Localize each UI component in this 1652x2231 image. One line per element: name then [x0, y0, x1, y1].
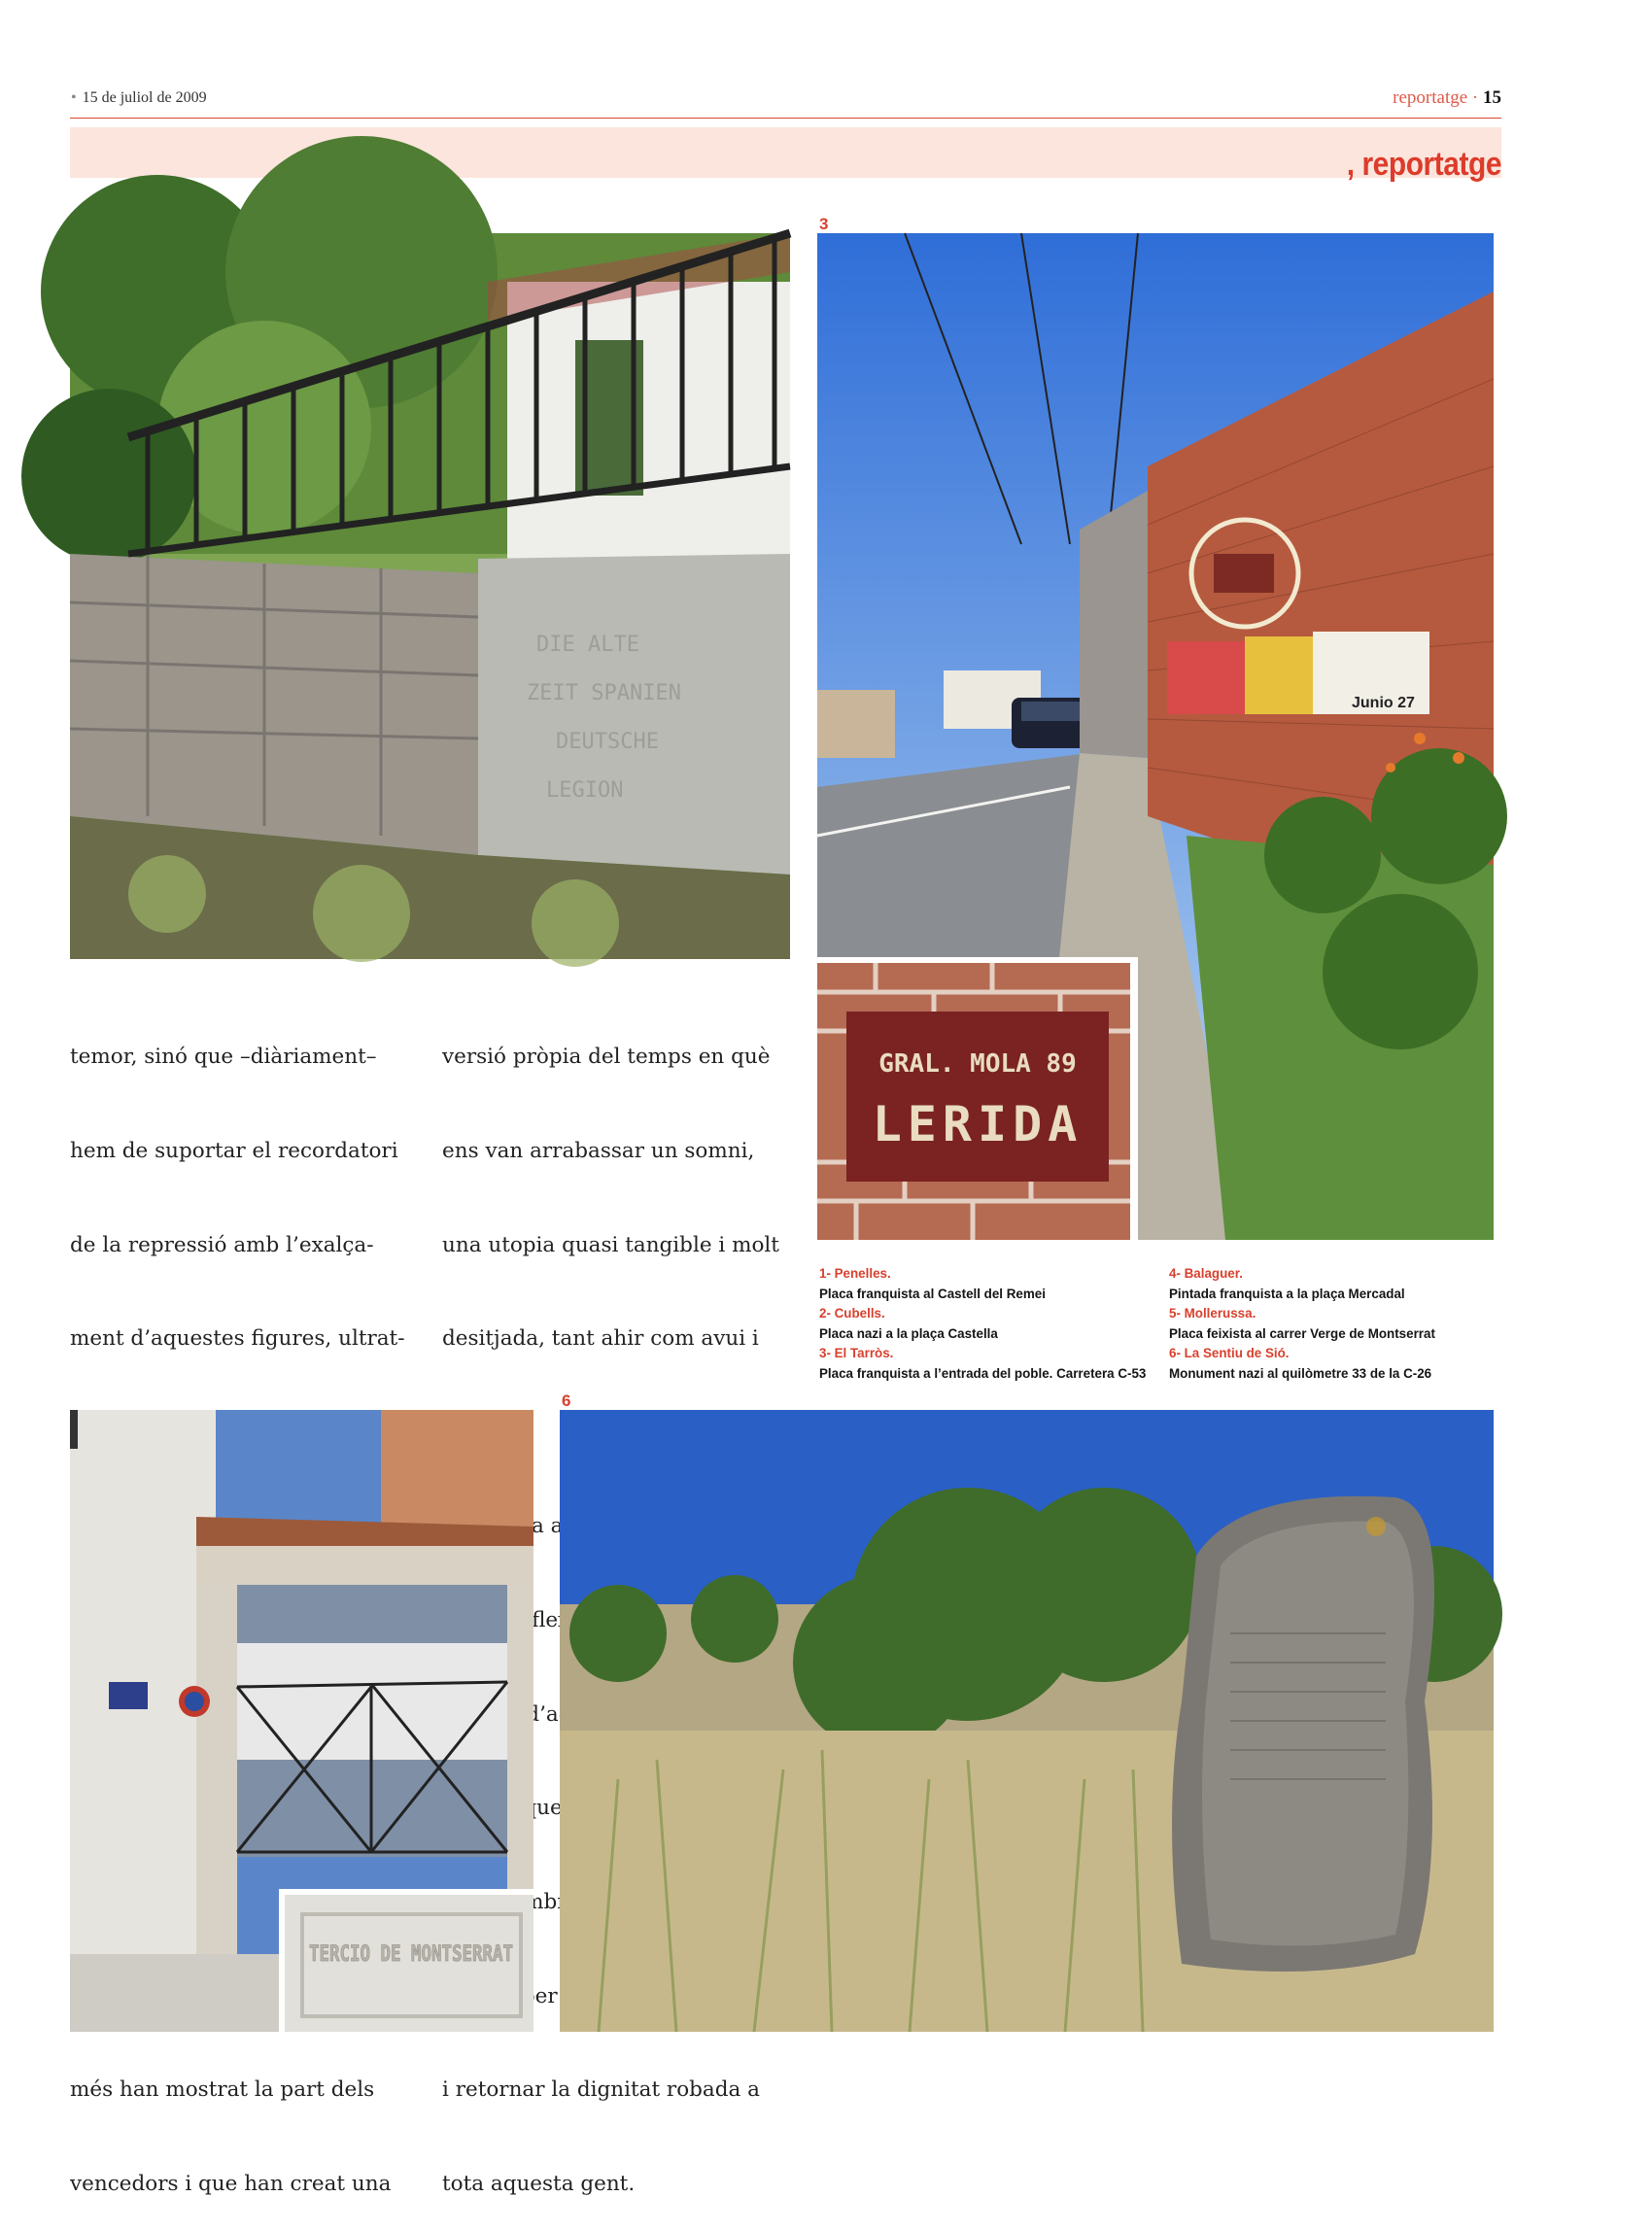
page-number: 15 [1483, 87, 1501, 108]
sign-line2: LERIDA [872, 1096, 1084, 1152]
caption-title: 1- Penelles. [819, 1266, 891, 1281]
band-title: , reportatge [1346, 146, 1501, 183]
caption-title: 6- La Sentiu de Sió. [1169, 1346, 1290, 1360]
text-line: de la repressió amb l’exalça- [70, 1232, 374, 1257]
caption-list-left [819, 1264, 1150, 1384]
text-line: temor, sinó que –diàriament– [70, 1045, 377, 1070]
text-line: tota aquesta gent. [442, 2171, 636, 2196]
figure-number-6: 6 [562, 1391, 571, 1410]
svg-text:DIE ALTE: DIE ALTE [536, 633, 639, 657]
text-line: hem de suportar el recordatori [70, 1139, 398, 1164]
inset-sign-closeup [817, 957, 1138, 1240]
caption-title: 3- El Tarròs. [819, 1346, 894, 1360]
caption-desc: Placa nazi a la plaça Castella [819, 1325, 998, 1341]
photo-monument [560, 1410, 1494, 2032]
text-line: l’ombra [498, 1889, 580, 1914]
svg-text:LEGION: LEGION [546, 778, 624, 803]
text-line: ens van arrabassar un somni, [442, 1139, 755, 1164]
caption-title: 4- Balaguer. [1169, 1266, 1243, 1281]
inset-plaque [279, 1889, 533, 2032]
sign-line1: GRAL. MOLA 89 [878, 1049, 1077, 1079]
plaque-text: TERCIO DE MONTSERRAT [309, 1942, 513, 1967]
text-line: desitjada, tant ahir com avui i [442, 1326, 759, 1352]
text-line: vencedors i que han creat una [70, 2171, 392, 2196]
bullet-icon: • [71, 89, 77, 106]
caption-title: 2- Cubells. [819, 1306, 885, 1321]
text-line: una utopia quasi tangible i molt [442, 1232, 779, 1257]
text-line: per [521, 1983, 558, 2008]
text-line: que [523, 1796, 563, 1821]
header-date: • 15 de juliol de 2009 [71, 89, 207, 106]
text-line: ment d’aquestes figures, ultrat- [70, 1326, 405, 1352]
caption-desc: Placa feixista al carrer Verge de Montserrat [1169, 1325, 1435, 1341]
header-section [1393, 87, 1501, 109]
text-line: més han mostrat la part dels [70, 2077, 375, 2103]
text-line: reflexió [509, 1608, 590, 1633]
svg-text:DEUTSCHE: DEUTSCHE [556, 730, 659, 754]
section-name: reportatge [1393, 87, 1468, 108]
svg-text:ZEIT SPANIEN: ZEIT SPANIEN [527, 681, 681, 705]
caption-desc: Placa franquista al Castell del Remei [819, 1286, 1046, 1301]
header-rule [70, 118, 1501, 119]
text-line: versió pròpia del temps en què [442, 1045, 771, 1070]
caption-title: 5- Mollerussa. [1169, 1306, 1256, 1321]
caption-desc: Placa franquista a l’entrada del poble. Carretera C-53 [819, 1365, 1147, 1381]
separator: · [1467, 87, 1483, 108]
caption-list-right [1169, 1264, 1499, 1384]
photo-wall-plaque [70, 233, 790, 959]
poster-date: Junio 27 [1352, 695, 1415, 711]
caption-desc: Monument nazi al quilòmetre 33 de la C-26 [1169, 1365, 1432, 1381]
figure-number-3: 3 [819, 215, 829, 233]
caption-desc: Pintada franquista a la plaça Mercadal [1169, 1286, 1405, 1301]
text-line: i retornar la dignitat robada a [442, 2077, 760, 2103]
